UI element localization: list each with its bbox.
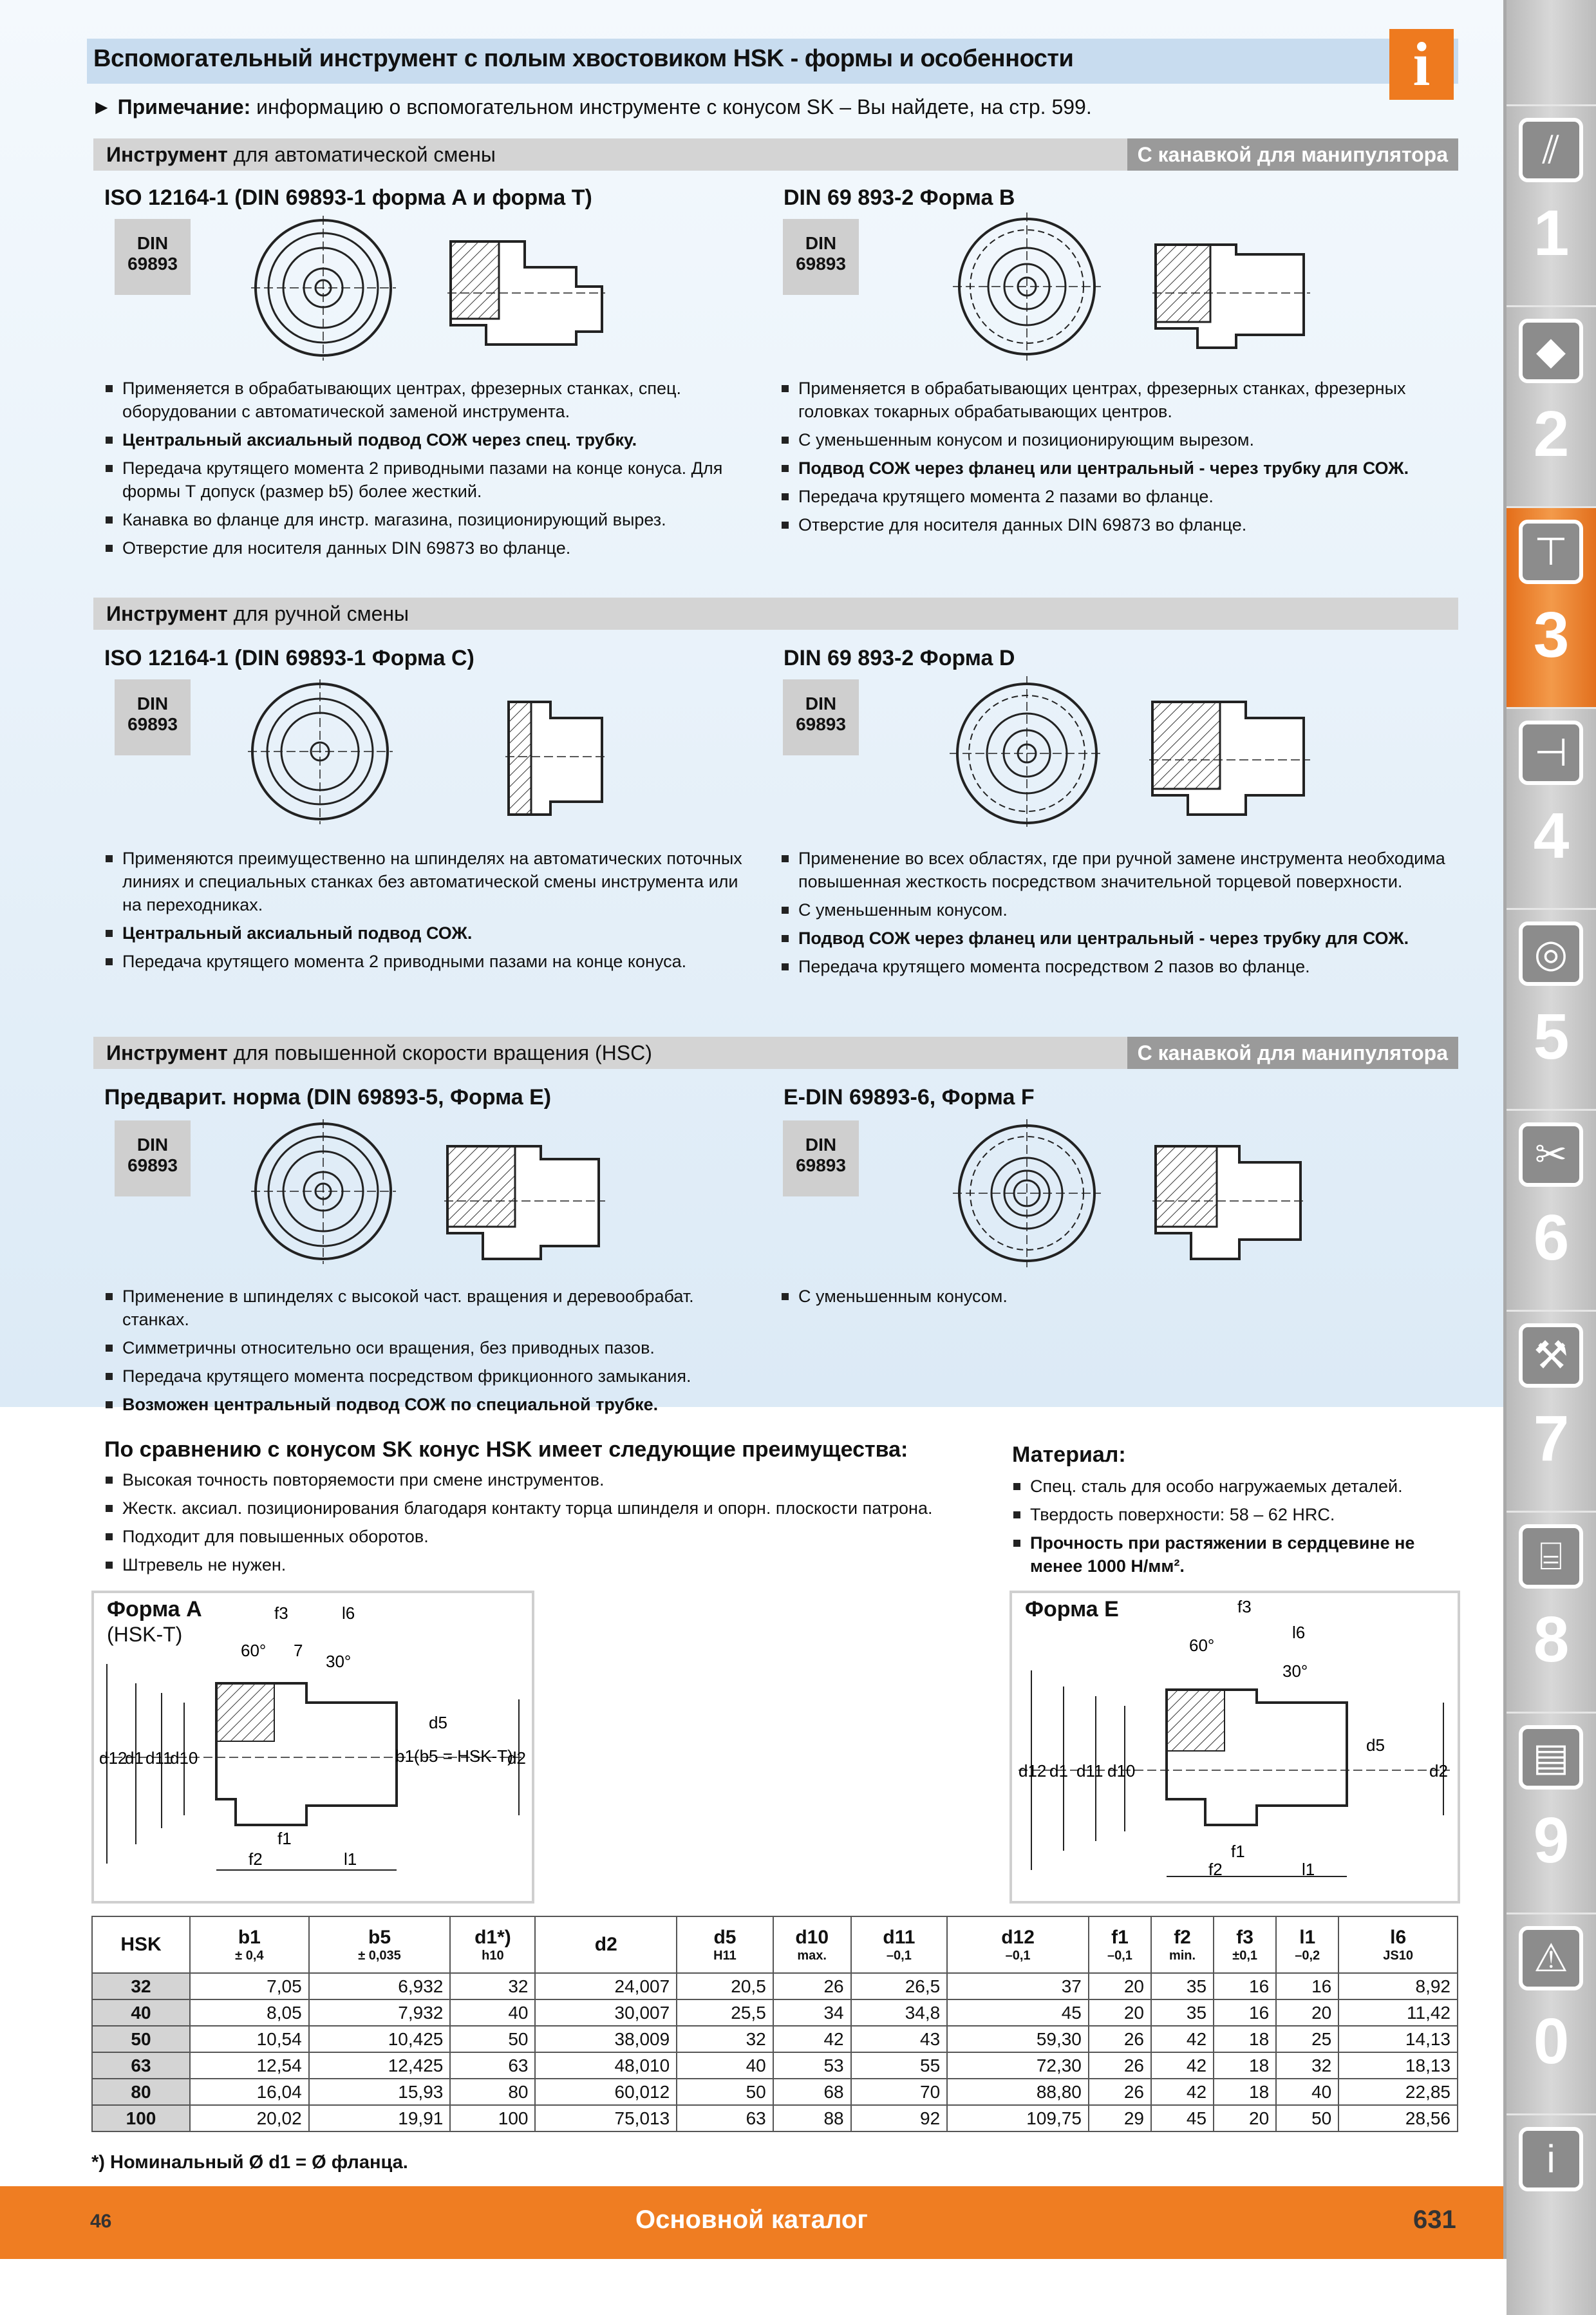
table-header-cell: [1089, 1916, 1151, 1973]
dim-label: 30°: [326, 1652, 352, 1671]
table-header-cell: [309, 1916, 451, 1973]
table-cell: 12,425: [309, 2052, 451, 2079]
header-name: d12: [1001, 1926, 1035, 1948]
bullet-item: Возможен центральный подвод СОЖ по специальной трубке.: [104, 1393, 755, 1416]
table-header-cell: [1338, 1916, 1458, 1973]
table-cell: 8,92: [1338, 1973, 1458, 1999]
table-cell: 7,05: [190, 1973, 309, 1999]
drawing-form-e: [1009, 1591, 1460, 1904]
drill-icon: ⫽: [1519, 118, 1583, 182]
note-label: Примечание:: [117, 95, 251, 118]
page-number-left: 46: [90, 2211, 112, 2232]
header-name: f3: [1236, 1926, 1253, 1948]
header-tolerance: H11: [713, 1948, 737, 1963]
dim-label: 60°: [241, 1641, 267, 1660]
table-cell: 20: [1089, 1973, 1151, 1999]
chapter-tab-10[interactable]: [1507, 1913, 1596, 2114]
table-cell: 26: [1089, 2079, 1151, 2105]
table-cell: 43: [851, 2026, 948, 2052]
chapter-number: 0: [1533, 2005, 1570, 2077]
info-icon: i: [1519, 2127, 1583, 2191]
table-row: [92, 2026, 1458, 2052]
table-cell: 88,80: [947, 2079, 1089, 2105]
header-name: f1: [1111, 1926, 1129, 1948]
section-tag: С канавкой для манипулятора: [1127, 1037, 1458, 1069]
list-item: Подходит для повышенных оборотов.: [104, 1525, 1006, 1548]
table-cell: 42: [773, 2026, 851, 2052]
header-tolerance: JS10: [1383, 1948, 1413, 1963]
list-item: Твердость поверхности: 58 – 62 HRC.: [1012, 1503, 1456, 1526]
form-c-front-view: [248, 679, 393, 824]
header-name: l6: [1390, 1926, 1407, 1948]
header-name: HSK: [120, 1934, 162, 1955]
table-cell: 50: [677, 2079, 773, 2105]
dim-label: f2: [249, 1849, 263, 1869]
dim-label: d2: [1429, 1761, 1448, 1781]
form-b-side-view: [1152, 225, 1310, 357]
table-cell: 16: [1214, 1973, 1276, 1999]
dim-label: 30°: [1282, 1661, 1308, 1681]
table-cell: 37: [947, 1973, 1089, 1999]
table-row: [92, 2079, 1458, 2105]
table-header-cell: [1214, 1916, 1276, 1973]
cabinet-icon: ▤: [1519, 1725, 1583, 1790]
table-cell: 75,013: [535, 2105, 677, 2131]
table-cell: 88: [773, 2105, 851, 2131]
section-tag: С канавкой для манипулятора: [1127, 138, 1458, 171]
dim-label: d12: [99, 1748, 127, 1768]
table-cell: 26: [773, 1973, 851, 1999]
dimensions-table: [91, 1916, 1458, 2132]
list-item: Прочность при растяжении в сердцевине не менее 1000 Н/мм².: [1012, 1531, 1456, 1578]
chapter-tab-2[interactable]: [1507, 305, 1596, 507]
dim-label: f2: [1208, 1860, 1223, 1879]
table-header-cell: [947, 1916, 1089, 1973]
bullet-item: Симметричны относительно оси вращения, без приводных пазов.: [104, 1336, 755, 1359]
table-cell: 35: [1151, 1973, 1214, 1999]
table-header-cell: [92, 1916, 190, 1973]
chapter-number: 5: [1533, 1001, 1570, 1073]
title-bar: [87, 39, 1458, 84]
table-header-cell: [1151, 1916, 1214, 1973]
table-row: [92, 1973, 1458, 1999]
table-cell: 38,009: [535, 2026, 677, 2052]
table-cell: 14,13: [1338, 2026, 1458, 2052]
bullet-item: С уменьшенным конусом.: [780, 898, 1456, 921]
chapter-number: 2: [1533, 398, 1570, 470]
hsk-size-cell: 80: [92, 2079, 190, 2105]
dim-label: d5: [1366, 1735, 1385, 1755]
section-label: для автоматической смены: [227, 143, 496, 166]
bullet-item: Применяется в обрабатывающих центрах, фрезерных станках, спец. оборудовании с автоматической заменой инструмента.: [104, 377, 755, 423]
header-name: d11: [883, 1926, 915, 1948]
form-c-title: ISO 12164-1 (DIN 69893-1 Форма C): [104, 646, 474, 670]
chapter-tab-7[interactable]: [1507, 1310, 1596, 1511]
hsk-size-cell: 63: [92, 2052, 190, 2079]
list-item: Жестк. аксиал. позиционирования благодаря контакту торца шпинделя и опорн. плоскости патрона.: [104, 1497, 1006, 1520]
material-title: Материал:: [1012, 1442, 1126, 1467]
dim-label: d1: [1049, 1761, 1068, 1781]
dim-label: f1: [277, 1829, 292, 1848]
form-e-front-view: [251, 1119, 396, 1264]
list-item: Штревель не нужен.: [104, 1553, 1006, 1576]
header-tolerance: h10: [482, 1948, 504, 1963]
table-cell: 26,5: [851, 1973, 948, 1999]
section-label: для ручной смены: [227, 602, 409, 625]
bullet-item: Передача крутящего момента 2 приводными пазами на конце конуса.: [104, 950, 755, 973]
table-cell: 42: [1151, 2079, 1214, 2105]
table-cell: 42: [1151, 2026, 1214, 2052]
table-row: [92, 2052, 1458, 2079]
hsk-size-cell: 32: [92, 1973, 190, 1999]
form-d-bullets: [780, 847, 1456, 983]
bullet-item: Передача крутящего момента 2 пазами во фланце.: [780, 485, 1456, 508]
table-cell: 28,56: [1338, 2105, 1458, 2131]
header-tolerance: –0,1: [886, 1948, 912, 1963]
hsk-size-cell: 50: [92, 2026, 190, 2052]
table-cell: 45: [1151, 2105, 1214, 2131]
table-cell: 8,05: [190, 1999, 309, 2026]
footer-catalog-title: Основной каталог: [635, 2206, 868, 2234]
list-item: Спец. сталь для особо нагружаемых деталей.: [1012, 1475, 1456, 1498]
bullet-item: Передача крутящего момента посредством фрикционного замыкания.: [104, 1365, 755, 1388]
table-header-cell: [535, 1916, 677, 1973]
table-cell: 20: [1276, 1999, 1338, 2026]
footnote: *) Номинальный Ø d1 = Ø фланца.: [91, 2152, 408, 2173]
list-item: Высокая точность повторяемости при смене инструментов.: [104, 1468, 1006, 1491]
bullet-item: Отверстие для носителя данных DIN 69873 во фланце.: [104, 536, 755, 560]
din-badge: DIN 69893: [115, 219, 191, 295]
table-header-row: [92, 1916, 1458, 1973]
drawing-title: Форма E: [1025, 1597, 1119, 1621]
dim-label: d5: [429, 1713, 447, 1732]
table-cell: 26: [1089, 2052, 1151, 2079]
header-name: l1: [1299, 1926, 1316, 1948]
table-cell: 48,010: [535, 2052, 677, 2079]
note-text: информацию о вспомогательном инструменте с конусом SK – Вы найдете, на стр. 599.: [250, 95, 1092, 118]
bullet-item: Центральный аксиальный подвод СОЖ через спец. трубку.: [104, 428, 755, 451]
table-cell: 40: [677, 2052, 773, 2079]
section-label: для повышенной скорости вращения (HSC): [227, 1041, 652, 1064]
hsk-size-cell: 40: [92, 1999, 190, 2026]
form-b-front-view: [953, 213, 1101, 361]
bullet-item: С уменьшенным конусом и позиционирующим вырезом.: [780, 428, 1456, 451]
footer: [0, 2186, 1503, 2259]
header-name: d1*): [474, 1926, 511, 1948]
din-badge: DIN 69893: [783, 679, 859, 755]
form-f-title: E-DIN 69893-6, Форма F: [784, 1085, 1035, 1110]
header-tolerance: –0,1: [1107, 1948, 1132, 1963]
table-cell: 10,54: [190, 2026, 309, 2052]
section-label-bold: Инструмент: [106, 602, 228, 625]
chapter-tab-4[interactable]: [1507, 707, 1596, 909]
form-a-front-view: [251, 216, 396, 361]
dim-label: d2: [507, 1748, 526, 1768]
chapter-tab-8[interactable]: [1507, 1511, 1596, 1712]
table-cell: 12,54: [190, 2052, 309, 2079]
bullet-item: Центральный аксиальный подвод СОЖ.: [104, 921, 755, 945]
table-cell: 70: [851, 2079, 948, 2105]
table-header-cell: [190, 1916, 309, 1973]
table-cell: 50: [1276, 2105, 1338, 2131]
table-cell: 19,91: [309, 2105, 451, 2131]
bullet-item: Подвод СОЖ через фланец или центральный - через трубку для СОЖ.: [780, 927, 1456, 950]
table-cell: 16: [1214, 1999, 1276, 2026]
table-cell: 63: [450, 2052, 535, 2079]
dim-label: 60°: [1189, 1636, 1215, 1655]
table-cell: 26: [1089, 2026, 1151, 2052]
form-a-bullets: [104, 377, 755, 565]
hsk-size-cell: 100: [92, 2105, 190, 2131]
table-cell: 20,02: [190, 2105, 309, 2131]
safety-icon: ⚠: [1519, 1926, 1583, 1990]
holder-icon: ⊤: [1519, 520, 1583, 584]
insert-icon: ◆: [1519, 319, 1583, 383]
bullet-item: Применяется в обрабатывающих центрах, фрезерных станках, фрезерных головках токарных обрабатывающих центров.: [780, 377, 1456, 423]
form-f-bullets: [780, 1285, 1456, 1313]
table-cell: 109,75: [947, 2105, 1089, 2131]
dim-label: f1: [1231, 1842, 1245, 1861]
table-row: [92, 2105, 1458, 2131]
table-cell: 40: [450, 1999, 535, 2026]
chapter-tab-0[interactable]: [1507, 0, 1596, 105]
table-cell: 24,007: [535, 1973, 677, 1999]
table-cell: 32: [450, 1973, 535, 1999]
header-tolerance: min.: [1169, 1948, 1196, 1963]
table-cell: 25,5: [677, 1999, 773, 2026]
table-cell: 18: [1214, 2026, 1276, 2052]
chapter-tab-3[interactable]: [1507, 506, 1596, 708]
dim-label: b1(b5 = HSK-T): [395, 1746, 513, 1766]
chapter-tab-1[interactable]: [1507, 104, 1596, 306]
din-badge: DIN 69893: [783, 1120, 859, 1196]
advantages-list: [104, 1468, 1006, 1582]
chapter-number: 6: [1533, 1202, 1570, 1274]
table-cell: 72,30: [947, 2052, 1089, 2079]
header-tolerance: ± 0,035: [358, 1948, 401, 1963]
table-cell: 35: [1151, 1999, 1214, 2026]
table-row: [92, 1999, 1458, 2026]
table-cell: 20: [1089, 1999, 1151, 2026]
table-header-cell: [851, 1916, 948, 1973]
bullet-item: Отверстие для носителя данных DIN 69873 во фланце.: [780, 513, 1456, 536]
header-name: f2: [1174, 1926, 1191, 1948]
table-cell: 32: [677, 2026, 773, 2052]
table-cell: 20: [1214, 2105, 1276, 2131]
bullet-item: Применяются преимущественно на шпинделях на автоматических поточных линиях и специальных станках без автоматической смены инструмента или на переходниках.: [104, 847, 755, 916]
table-cell: 68: [773, 2079, 851, 2105]
bullet-item: С уменьшенным конусом.: [780, 1285, 1456, 1308]
section-label-bold: Инструмент: [106, 1041, 228, 1064]
material-list: [1012, 1475, 1456, 1583]
table-header-cell: [450, 1916, 535, 1973]
workshop-icon: ⌸: [1519, 1524, 1583, 1589]
table-cell: 11,42: [1338, 1999, 1458, 2026]
table-cell: 45: [947, 1999, 1089, 2026]
chapter-number: 4: [1533, 800, 1570, 872]
bullet-item: Передача крутящего момента посредством 2 пазов во фланце.: [780, 955, 1456, 978]
table-header-cell: [677, 1916, 773, 1973]
bullet-item: Применение в шпинделях с высокой част. вращения и деревообрабат. станках.: [104, 1285, 755, 1331]
table-cell: 16: [1276, 1973, 1338, 1999]
advantages-title: По сравнению с конусом SK конус HSK имеет следующие преимущества:: [104, 1437, 908, 1462]
chapter-number: 1: [1533, 197, 1570, 269]
form-b-title: DIN 69 893-2 Форма B: [784, 185, 1015, 210]
chapter-tab-6[interactable]: [1507, 1109, 1596, 1310]
table-cell: 30,007: [535, 1999, 677, 2026]
table-cell: 29: [1089, 2105, 1151, 2131]
din-badge: DIN 69893: [783, 219, 859, 295]
table-header-cell: [1276, 1916, 1338, 1973]
table-cell: 18: [1214, 2052, 1276, 2079]
table-cell: 10,425: [309, 2026, 451, 2052]
table-cell: 50: [450, 2026, 535, 2052]
header-tolerance: ± 0,4: [235, 1948, 264, 1963]
bullet-item: Подвод СОЖ через фланец или центральный - через трубку для СОЖ.: [780, 457, 1456, 480]
drawing-subtitle: (HSK-T): [107, 1623, 183, 1646]
table-cell: 40: [1276, 2079, 1338, 2105]
chapter-number: 3: [1533, 599, 1570, 671]
dim-label: d11: [146, 1748, 173, 1768]
dim-label: 7: [294, 1641, 303, 1660]
note: ► Примечание: информацию о вспомогательном инструменте с конусом SK – Вы найдете, на стр. 599.: [91, 95, 1092, 118]
chapter-tab-9[interactable]: [1507, 1712, 1596, 1913]
table-cell: 20,5: [677, 1973, 773, 1999]
table-cell: 59,30: [947, 2026, 1089, 2052]
header-tolerance: max.: [797, 1948, 827, 1963]
section-hsc: [93, 1037, 1458, 1069]
saw-icon: ◎: [1519, 921, 1583, 986]
form-e-title: Предварит. норма (DIN 69893-5, Форма E): [104, 1085, 552, 1110]
table-cell: 15,93: [309, 2079, 451, 2105]
header-name: d5: [713, 1926, 737, 1948]
form-e-side-view: [444, 1137, 605, 1265]
caliper-icon: ⊣: [1519, 721, 1583, 785]
form-d-front-view: [950, 676, 1104, 831]
chapter-tab-5[interactable]: [1507, 908, 1596, 1110]
table-cell: 55: [851, 2052, 948, 2079]
dim-label: f3: [1237, 1597, 1252, 1616]
header-name: d10: [795, 1926, 829, 1948]
table-cell: 92: [851, 2105, 948, 2131]
din-badge: DIN 69893: [115, 1120, 191, 1196]
header-name: b1: [238, 1926, 261, 1948]
table-cell: 34,8: [851, 1999, 948, 2026]
form-c-bullets: [104, 847, 755, 978]
chapter-number: 7: [1533, 1403, 1570, 1475]
form-e-bullets: [104, 1285, 755, 1421]
header-tolerance: –0,1: [1005, 1948, 1031, 1963]
bullet-item: Передача крутящего момента 2 приводными пазами на конце конуса. Для формы Т допуск (размер b5) более жесткий.: [104, 457, 755, 503]
header-tolerance: –0,2: [1295, 1948, 1320, 1963]
dim-label: d1: [125, 1748, 144, 1768]
form-a-side-view: [447, 229, 605, 357]
table-cell: 16,04: [190, 2079, 309, 2105]
dim-label: d10: [170, 1748, 198, 1768]
table-cell: 60,012: [535, 2079, 677, 2105]
header-name: d2: [594, 1934, 617, 1955]
header-tolerance: ±0,1: [1232, 1948, 1258, 1963]
page-number-right: 631: [1413, 2206, 1456, 2234]
form-f-side-view: [1152, 1137, 1307, 1265]
bullet-item: Канавка во фланце для инстр. магазина, позиционирующий вырез.: [104, 508, 755, 531]
form-a-title: ISO 12164-1 (DIN 69893-1 форма A и форма T): [104, 185, 592, 210]
chapter-number: 9: [1533, 1804, 1570, 1876]
dim-label: d12: [1019, 1761, 1047, 1781]
dim-label: l6: [342, 1603, 355, 1623]
form-d-title: DIN 69 893-2 Форма D: [784, 646, 1015, 670]
drawing-form-a: [91, 1591, 534, 1904]
table-cell: 32: [1276, 2052, 1338, 2079]
table-cell: 18: [1214, 2079, 1276, 2105]
wrench-icon: ✂: [1519, 1122, 1583, 1187]
table-cell: 53: [773, 2052, 851, 2079]
table-cell: 25: [1276, 2026, 1338, 2052]
dim-label: f3: [274, 1603, 288, 1623]
table-cell: 18,13: [1338, 2052, 1458, 2079]
table-cell: 80: [450, 2079, 535, 2105]
table-header-cell: [773, 1916, 851, 1973]
dim-label: d11: [1076, 1761, 1103, 1781]
section-manual: [93, 598, 1458, 630]
table-cell: 42: [1151, 2052, 1214, 2079]
table-cell: 63: [677, 2105, 773, 2131]
dim-label: d10: [1107, 1761, 1136, 1781]
form-a-section-drawing: [94, 1593, 532, 1901]
form-d-side-view: [1149, 692, 1310, 824]
form-c-side-view: [505, 692, 608, 821]
chapter-tab-11[interactable]: [1507, 2113, 1596, 2315]
info-icon: i: [1389, 29, 1454, 100]
table-cell: 6,932: [309, 1973, 451, 1999]
bullet-item: Применение во всех областях, где при ручной замене инструмента необходима повышенная жесткость посредством значительной торцевой поверхности.: [780, 847, 1456, 893]
dim-label: l1: [344, 1849, 357, 1869]
chapter-number: 8: [1533, 1603, 1570, 1676]
page-title: Вспомогательный инструмент с полым хвостовиком HSK - формы и особенности: [93, 45, 1074, 72]
drawing-title: Форма A: [107, 1597, 202, 1621]
tools-icon: ⚒: [1519, 1323, 1583, 1388]
table-cell: 22,85: [1338, 2079, 1458, 2105]
header-name: b5: [368, 1926, 391, 1948]
table-cell: 100: [450, 2105, 535, 2131]
table-cell: 34: [773, 1999, 851, 2026]
form-f-front-view: [953, 1119, 1101, 1267]
section-auto: [93, 138, 1458, 171]
din-badge: DIN 69893: [115, 679, 191, 755]
table-cell: 7,932: [309, 1999, 451, 2026]
dim-label: l6: [1292, 1623, 1306, 1642]
dim-label: l1: [1302, 1860, 1315, 1879]
section-label-bold: Инструмент: [106, 143, 228, 166]
form-e-section-drawing: [1012, 1593, 1458, 1901]
form-b-bullets: [780, 377, 1456, 542]
